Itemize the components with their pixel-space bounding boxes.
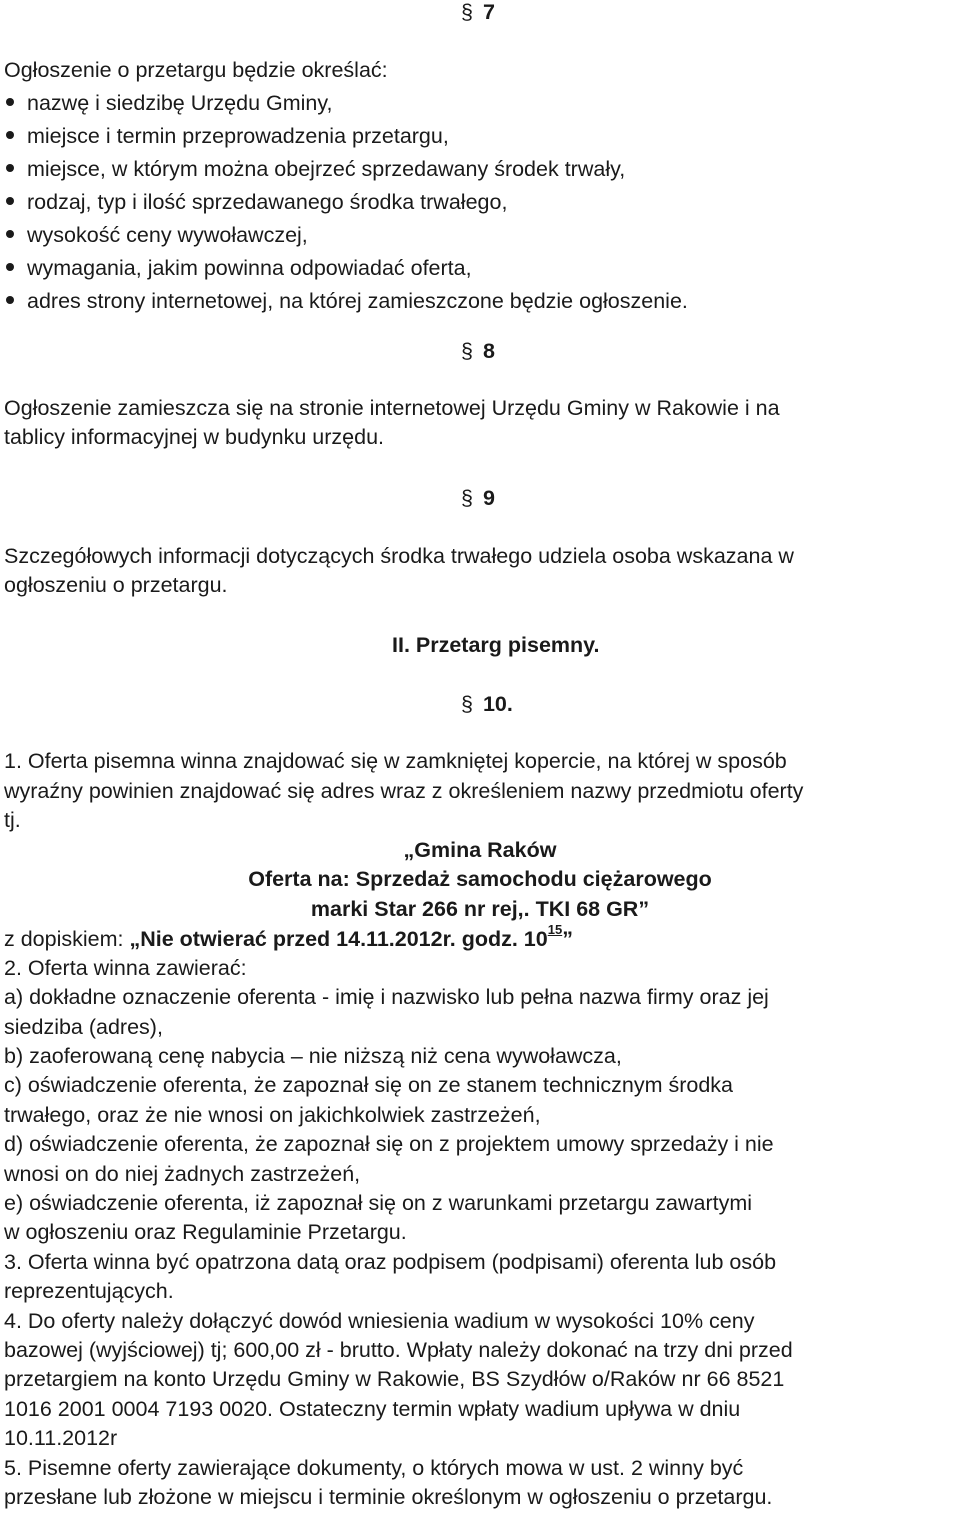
note-text: „Nie otwierać przed 14.11.2012r. godz. 10	[129, 927, 548, 951]
p2-line: siedziba (adres),	[4, 1015, 163, 1039]
s8-text-line: tablicy informacyjnej w budynku urzędu.	[4, 425, 385, 449]
section-7-heading	[461, 0, 495, 26]
bullet-icon	[6, 230, 14, 238]
p4-line: 1016 2001 0004 7193 0020. Ostateczny termin wpłaty wadium upływa w dniu	[4, 1397, 741, 1421]
s8-text-line: Ogłoszenie zamieszcza się na stronie internetowej Urzędu Gminy w Rakowie i na	[4, 396, 780, 420]
section-8-heading	[461, 337, 495, 365]
section-symbol: §	[461, 0, 473, 24]
list-item: adres strony internetowej, na której zamieszczone będzie ogłoszenie.	[4, 285, 688, 318]
p5-line: 5. Pisemne oferty zawierające dokumenty, o których mowa w ust. 2 winny być	[4, 1456, 744, 1480]
p4-line: przetargiem na konto Urzędu Gminy w Rakowie, BS Szydłów o/Raków nr 66 8521	[4, 1367, 785, 1391]
list-item: miejsce i termin przeprowadzenia przetargu,	[4, 120, 688, 153]
bullet-icon	[6, 98, 14, 106]
s9-text-line: ogłoszeniu o przetargu.	[4, 573, 228, 597]
p1-line: wyraźny powinien znajdować się adres wraz z określeniem nazwy przedmiotu oferty	[4, 779, 804, 803]
p5-line: przesłane lub złożone w miejscu i terminie określonym w ogłoszeniu o przetargu.	[4, 1485, 773, 1509]
section-number: 8	[482, 339, 495, 363]
bullet-icon	[6, 131, 14, 139]
list-item: rodzaj, typ i ilość sprzedawanego środka trwałego,	[4, 186, 688, 219]
envelope-note	[4, 922, 573, 955]
note-prefix: z dopiskiem:	[4, 927, 130, 951]
envelope-line: „Gmina Raków	[403, 838, 557, 862]
p2-line: d) oświadczenie oferenta, że zapoznał się on z projektem umowy sprzedaży i nie	[4, 1132, 774, 1156]
section-9-heading	[461, 484, 495, 512]
p4-line: bazowej (wyjściowej) tj; 600,00 zł - brutto. Wpłaty należy dokonać na trzy dni przed	[4, 1338, 793, 1362]
bullet-icon	[6, 296, 14, 304]
part-title: II. Przetarg pisemny.	[392, 633, 600, 657]
s7-bullet-list	[4, 87, 688, 318]
s9-text-line: Szczegółowych informacji dotyczących środka trwałego udziela osoba wskazana w	[4, 544, 794, 568]
s7-intro: Ogłoszenie o przetargu będzie określać:	[4, 58, 388, 82]
envelope-line: marki Star 266 nr rej,. TKI 68 GR”	[310, 897, 650, 921]
list-item: wymagania, jakim powinna odpowiadać oferta,	[4, 252, 688, 285]
p2-line: 2. Oferta winna zawierać:	[4, 956, 247, 980]
list-item: wysokość ceny wywoławczej,	[4, 219, 688, 252]
p1-line: tj.	[4, 808, 21, 832]
bullet-icon	[6, 263, 14, 271]
p2-line: wnosi on do niej żadnych zastrzeżeń,	[4, 1162, 361, 1186]
p1-line: 1. Oferta pisemna winna znajdować się w zamkniętej kopercie, na której w sposób	[4, 749, 787, 773]
p2-line: w ogłoszeniu oraz Regulaminie Przetargu.	[4, 1220, 407, 1244]
note-end: ”	[562, 927, 573, 951]
p3-line: 3. Oferta winna być opatrzona datą oraz podpisem (podpisami) oferenta lub osób	[4, 1250, 777, 1274]
p2-line: b) zaoferowaną cenę nabycia – nie niższą niż cena wywoławcza,	[4, 1044, 622, 1068]
p4-line: 4. Do oferty należy dołączyć dowód wniesienia wadium w wysokości 10% ceny	[4, 1309, 755, 1333]
list-item: nazwę i siedzibę Urzędu Gminy,	[4, 87, 688, 120]
section-10-heading	[461, 690, 513, 718]
bullet-icon	[6, 197, 14, 205]
envelope-line: Oferta na: Sprzedaż samochodu ciężarowego	[248, 867, 712, 891]
section-number: 7	[482, 0, 495, 24]
section-number: 10.	[482, 692, 513, 716]
section-symbol: §	[461, 486, 473, 510]
section-number: 9	[482, 486, 495, 510]
p2-line: trwałego, oraz że nie wnosi on jakichkolwiek zastrzeżeń,	[4, 1103, 541, 1127]
bullet-icon	[6, 164, 14, 172]
p2-line: a) dokładne oznaczenie oferenta - imię i nazwisko lub pełna nazwa firmy oraz jej	[4, 985, 769, 1009]
p2-line: c) oświadczenie oferenta, że zapoznał się on ze stanem technicznym środka	[4, 1073, 733, 1097]
p3-line: reprezentujących.	[4, 1279, 174, 1303]
p2-line: e) oświadczenie oferenta, iż zapoznał się on z warunkami przetargu zawartymi	[4, 1191, 753, 1215]
p4-line: 10.11.2012r	[4, 1426, 118, 1450]
section-symbol: §	[461, 339, 473, 363]
list-item: miejsce, w którym można obejrzeć sprzedawany środek trwały,	[4, 153, 688, 186]
section-symbol: §	[461, 692, 473, 716]
note-hour-superscript: 15	[547, 922, 563, 937]
